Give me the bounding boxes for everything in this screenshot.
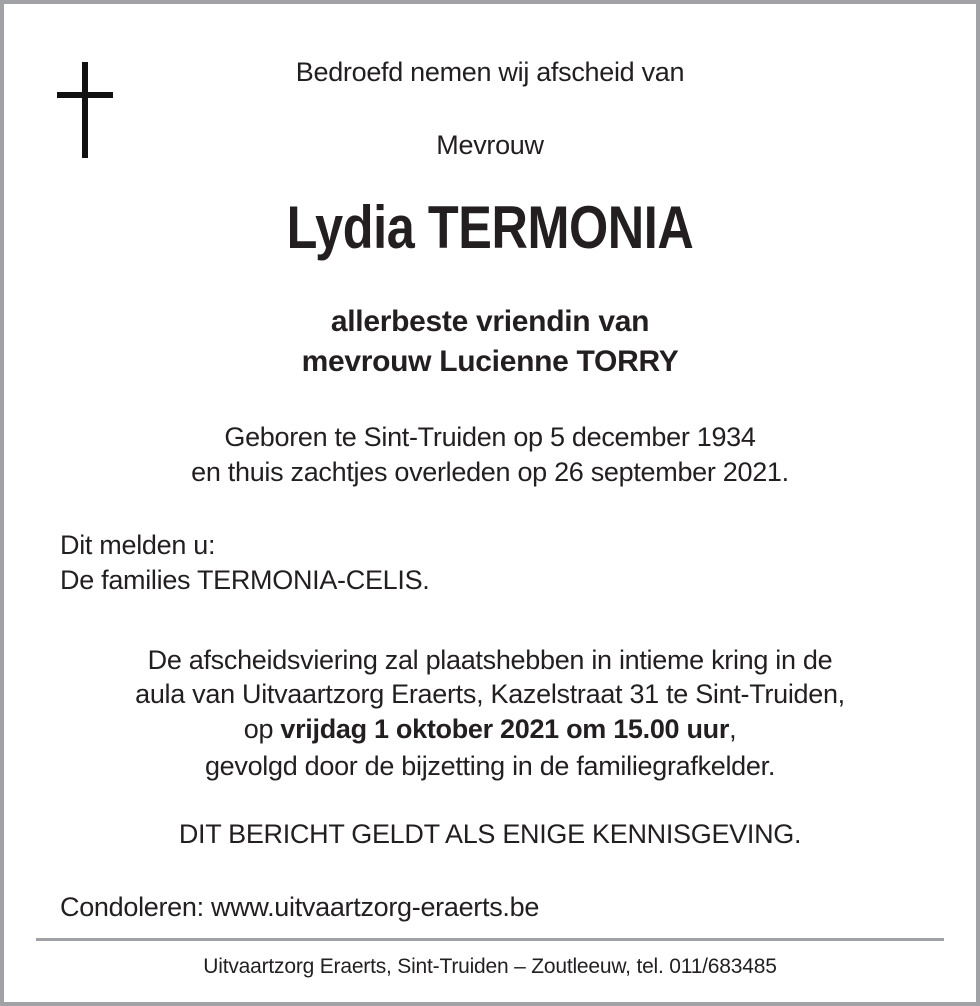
announcers-label: Dit melden u: — [60, 530, 216, 560]
cross-horizontal — [57, 92, 113, 98]
ceremony-datetime: vrijdag 1 oktober 2021 om 15.00 uur — [280, 714, 730, 744]
ceremony-line-3 — [0, 712, 980, 746]
announcers-names: De families TERMONIA-CELIS. — [60, 565, 430, 595]
intro-text: Bedroefd nemen wij afscheid van — [295, 57, 685, 87]
ceremony-suffix: , — [729, 714, 737, 744]
ceremony-prefix: op — [243, 714, 281, 744]
ceremony-line-4: gevolgd door de bijzetting in de familiegrafkelder. — [204, 751, 776, 781]
deceased-name: Lydia TERMONIA — [286, 194, 694, 261]
birth-line: Geboren te Sint-Truiden op 5 december 1934 — [224, 422, 756, 452]
relation-line-2: mevrouw Lucienne TORRY — [301, 345, 679, 378]
condolences-link[interactable]: Condoleren: www.uitvaartzorg-eraerts.be — [60, 892, 540, 922]
relation-line-1: allerbeste vriendin van — [330, 305, 650, 338]
title-text: Mevrouw — [436, 130, 544, 160]
death-line: en thuis zachtjes overleden op 26 september 2021. — [191, 457, 789, 487]
footer-text: Uitvaartzorg Eraerts, Sint-Truiden – Zoutleeuw, tel. 011/683485 — [203, 955, 777, 978]
notice-text: DIT BERICHT GELDT ALS ENIGE KENNISGEVING. — [178, 819, 802, 849]
ceremony-line-2: aula van Uitvaartzorg Eraerts, Kazelstraat 31 te Sint-Truiden, — [135, 679, 845, 709]
ceremony-line-1: De afscheidsviering zal plaatshebben in intieme kring in de — [147, 645, 833, 675]
divider — [36, 938, 944, 941]
